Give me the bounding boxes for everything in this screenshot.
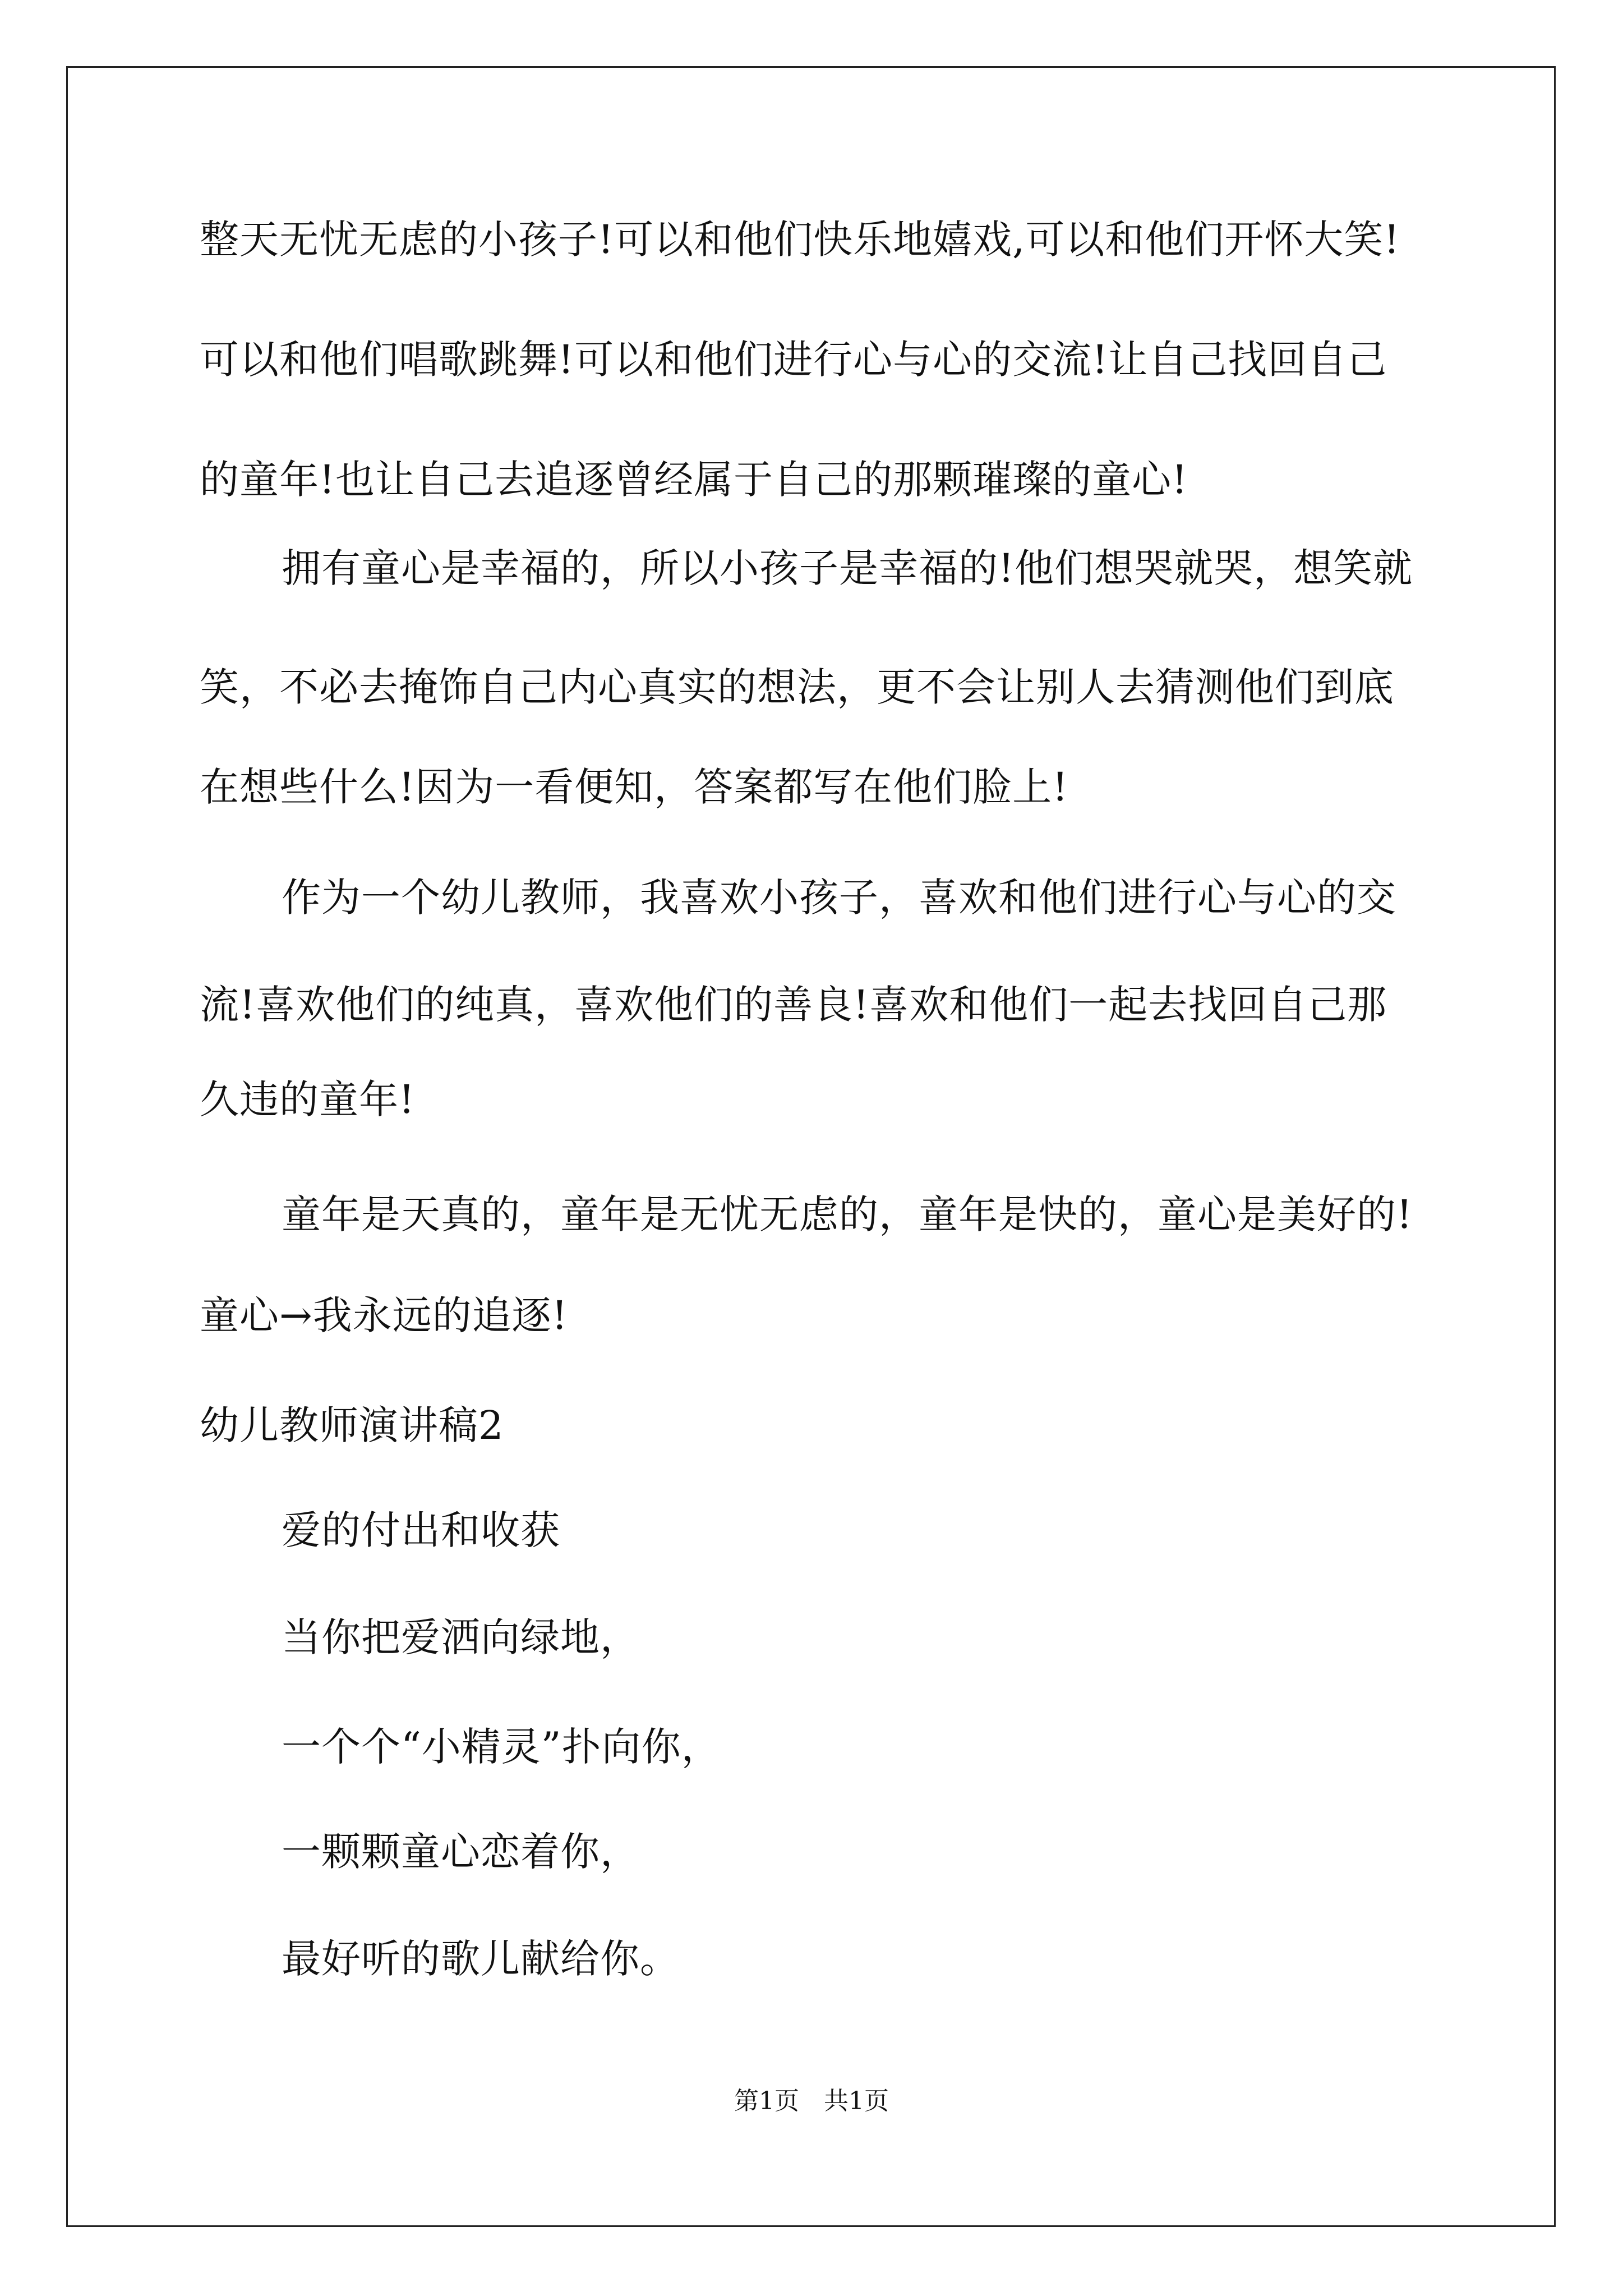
page-number-footer: 第1页 共1页 <box>734 2087 889 2115</box>
paragraph-first-line: 作为一个幼儿教师，我喜欢小孩子，喜欢和他们进行心与心的交 <box>282 875 1396 921</box>
body-line: 可以和他们唱歌跳舞!可以和他们进行心与心的交流!让自己找回自己 <box>200 337 1387 383</box>
body-line: 的童年!也让自己去追逐曾经属于自己的那颗璀璨的童心! <box>200 457 1188 503</box>
body-line: 久违的童年! <box>200 1076 416 1122</box>
body-line: 笑，不必去掩饰自己内心真实的想法，更不会让别人去猜测他们到底 <box>200 664 1394 710</box>
paragraph-first-line: 拥有童心是幸福的，所以小孩子是幸福的!他们想哭就哭，想笑就 <box>282 545 1413 591</box>
body-line: 整天无忧无虑的小孩子!可以和他们快乐地嬉戏,可以和他们开怀大笑! <box>200 217 1400 263</box>
body-line: 流!喜欢他们的纯真，喜欢他们的善良!喜欢和他们一起去找回自己那 <box>200 982 1387 1028</box>
body-line: 童心→我永远的追逐! <box>200 1292 568 1338</box>
poem-line: 一颗颗童心恋着你， <box>282 1829 640 1875</box>
poem-line: 当你把爱洒向绿地， <box>282 1614 640 1660</box>
section-heading: 幼儿教师演讲稿2 <box>200 1402 504 1448</box>
poem-line: 一个个“小精灵”扑向你， <box>282 1724 721 1770</box>
paragraph-first-line: 童年是天真的，童年是无忧无虑的，童年是快的，童心是美好的! <box>282 1191 1413 1237</box>
body-line: 在想些什么!因为一看便知，答案都写在他们脸上! <box>200 764 1069 810</box>
page-border <box>66 66 1556 2227</box>
poem-line: 最好听的歌儿献给你。 <box>282 1936 680 1982</box>
poem-title: 爱的付出和收获 <box>282 1507 560 1553</box>
